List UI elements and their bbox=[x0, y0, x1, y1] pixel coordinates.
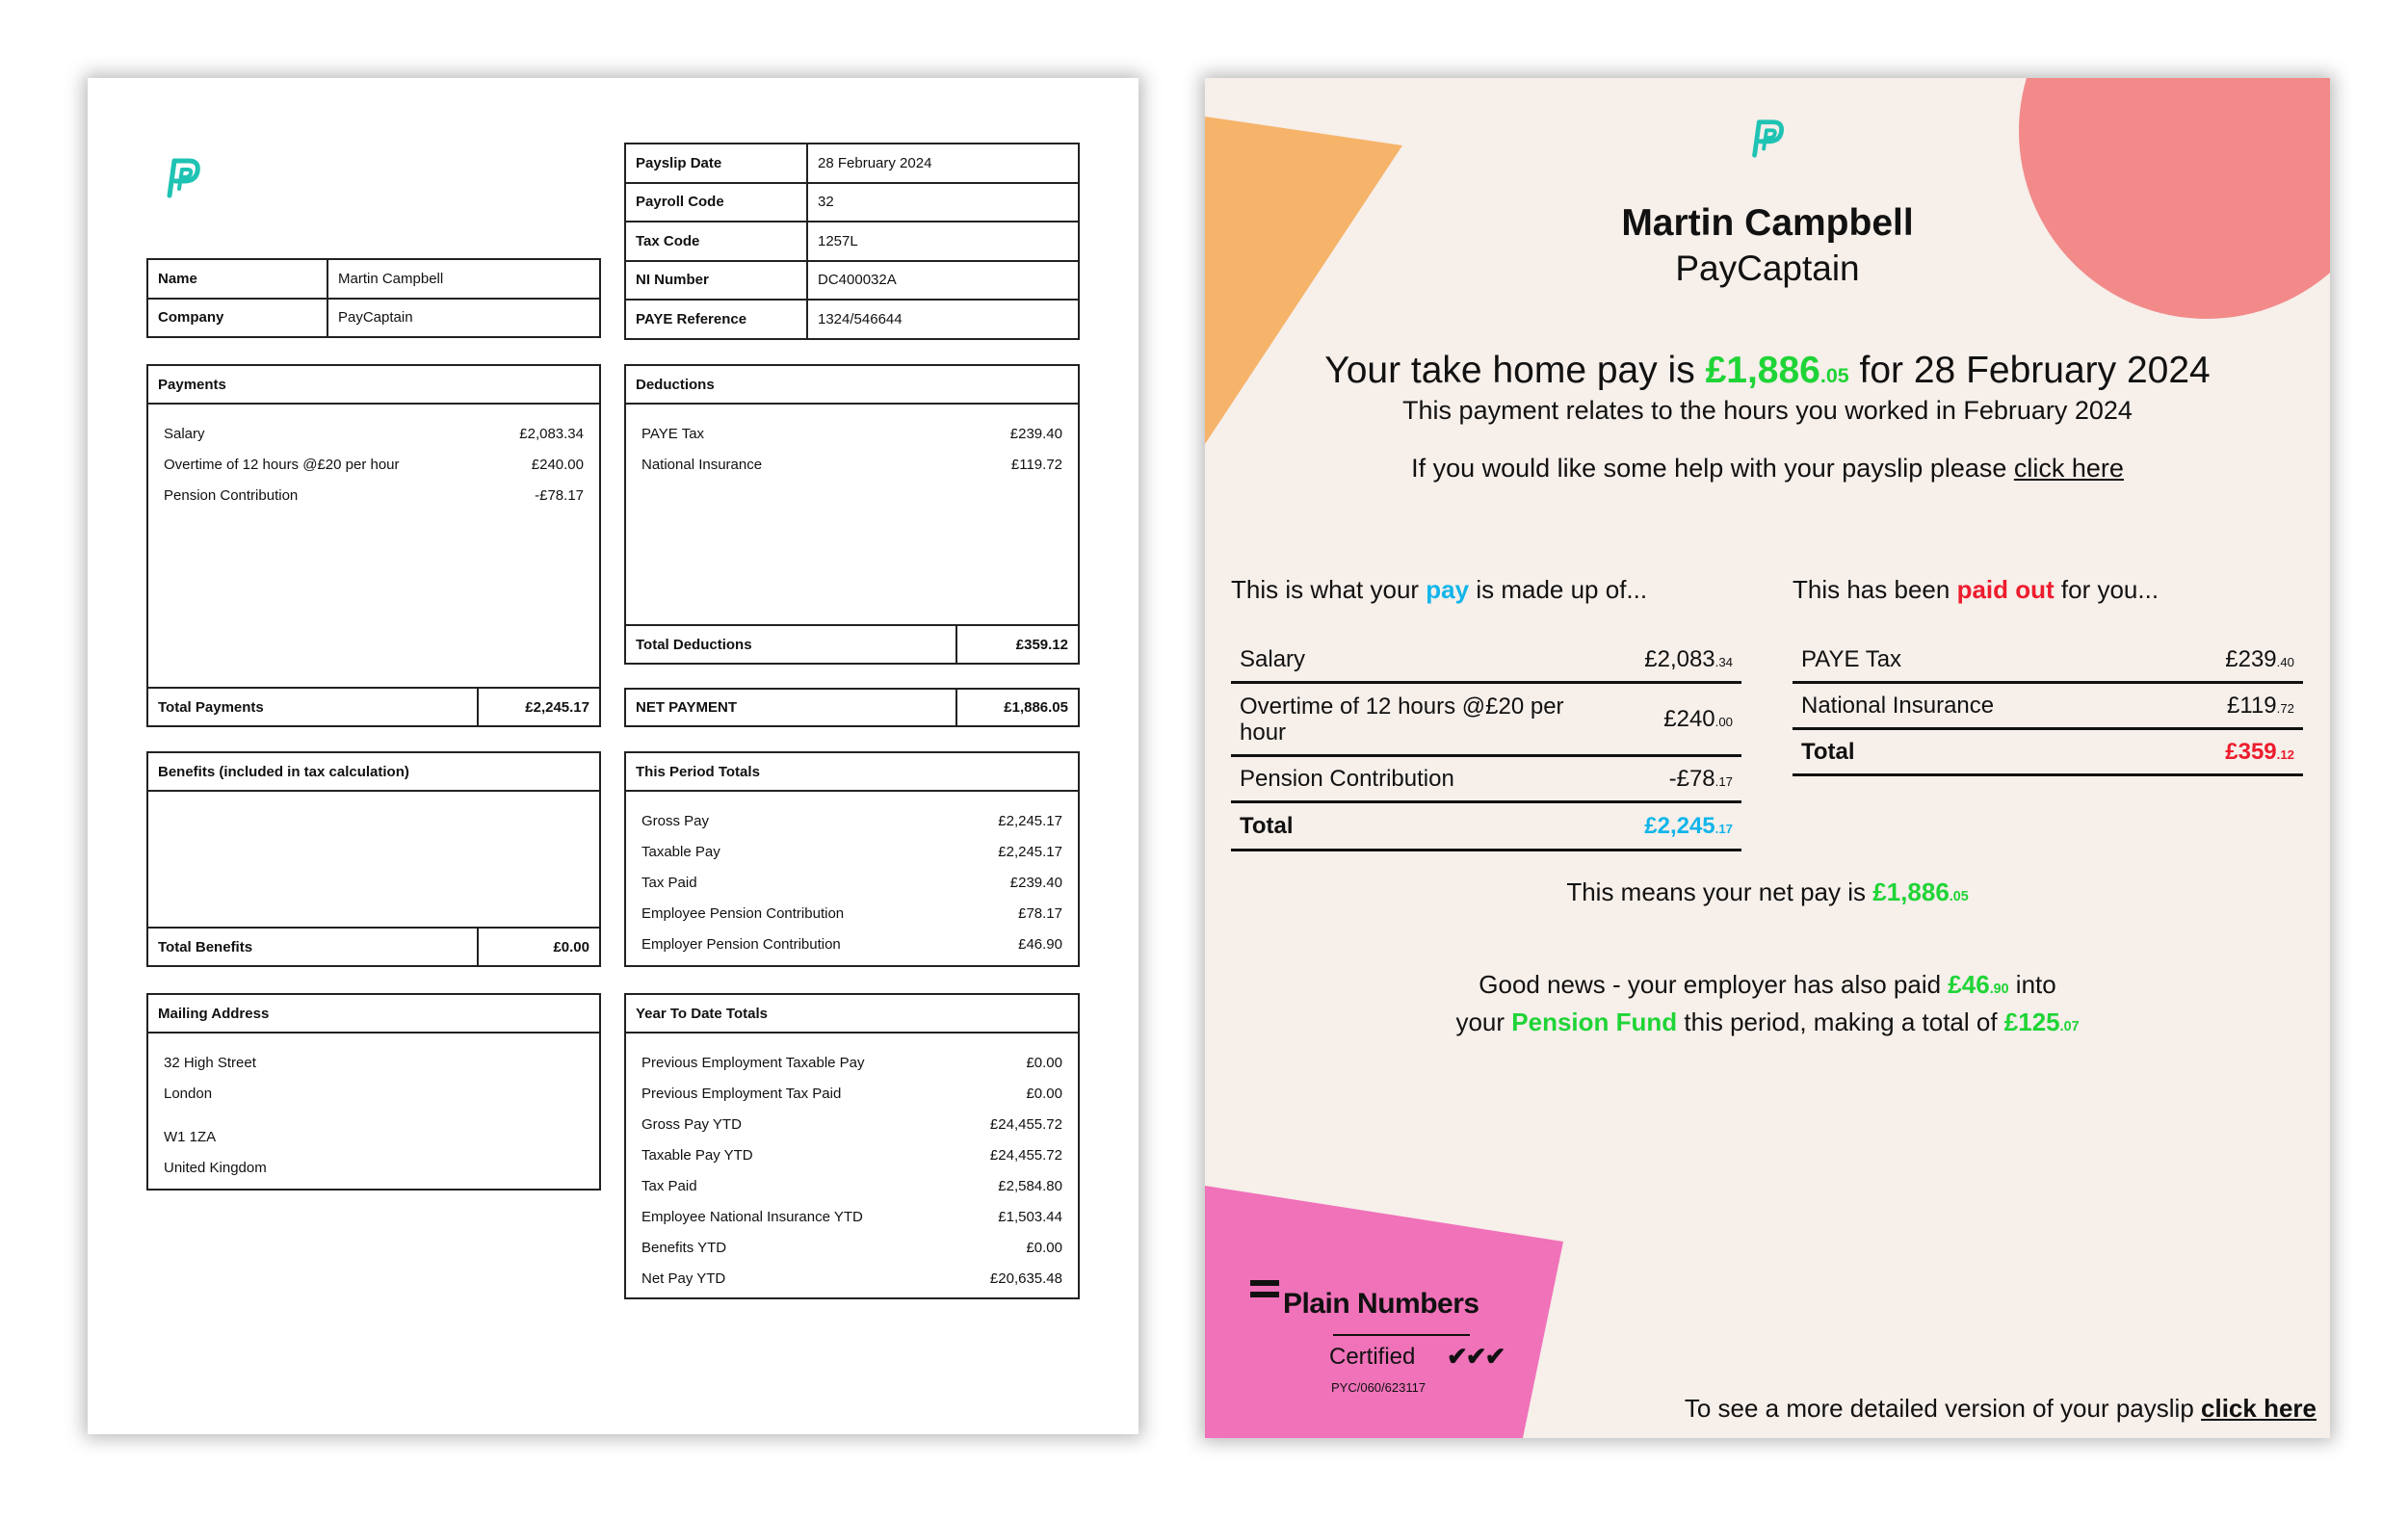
mailing-address-box bbox=[146, 993, 601, 1191]
total-deductions-label: Total Deductions bbox=[636, 636, 752, 653]
badge-code: PYC/060/623117 bbox=[1331, 1380, 1426, 1395]
paycaptain-logo-icon bbox=[160, 153, 204, 201]
payment-line: Overtime of 12 hours @£20 per hour £240.00 bbox=[164, 456, 584, 473]
detail-row bbox=[625, 222, 1079, 261]
detail-label: Tax Code bbox=[625, 222, 807, 261]
pension-good-news: Good news - your employer has also paid £46.90 into your Pension Fund this period, making a total of £125.07 bbox=[1455, 970, 2080, 1036]
net-pay-text: This means your net pay is £1,886.05 bbox=[1566, 877, 1969, 906]
equals-icon bbox=[1250, 1280, 1279, 1299]
ytd-line: Benefits YTD £0.00 bbox=[641, 1239, 1062, 1256]
ytd-line: Previous Employment Taxable Pay £0.00 bbox=[641, 1054, 1062, 1071]
paidout-row: National Insurance £119.72 bbox=[1793, 684, 2303, 730]
take-home-pounds: £1,886 bbox=[1705, 350, 1820, 391]
address-country: United Kingdom bbox=[164, 1159, 267, 1176]
detail-row bbox=[625, 144, 1079, 183]
total-payments-label: Total Payments bbox=[158, 698, 264, 716]
period-line: Tax Paid £239.40 bbox=[641, 874, 1062, 891]
deduction-line: PAYE Tax £239.40 bbox=[641, 425, 1062, 442]
company-name: PayCaptain bbox=[1675, 249, 1860, 288]
take-home-pence: .05 bbox=[1819, 364, 1849, 387]
company-label: Company bbox=[147, 299, 327, 338]
total-benefits-row bbox=[148, 927, 599, 965]
period-line: Employer Pension Contribution £46.90 bbox=[641, 935, 1062, 953]
detail-value: DC400032A bbox=[807, 261, 1079, 301]
ytd-line: Taxable Pay YTD £24,455.72 bbox=[641, 1146, 1062, 1164]
company-value: PayCaptain bbox=[327, 299, 600, 338]
traditional-payslip bbox=[88, 78, 1139, 1434]
pay-total-row: Total £2,245.17 bbox=[1231, 803, 1741, 851]
detail-label: Payslip Date bbox=[625, 144, 807, 183]
payments-box bbox=[146, 364, 601, 727]
name-label: Name bbox=[147, 259, 327, 299]
ytd-line: Gross Pay YTD £24,455.72 bbox=[641, 1115, 1062, 1133]
paidout-table bbox=[1793, 638, 2303, 776]
paidout-row: PAYE Tax £239.40 bbox=[1793, 638, 2303, 684]
badge-title: Plain Numbers bbox=[1283, 1288, 1479, 1320]
total-deductions-row bbox=[626, 624, 1078, 663]
help-link[interactable]: click here bbox=[2013, 454, 2124, 483]
total-benefits-label: Total Benefits bbox=[158, 938, 253, 955]
detail-label: NI Number bbox=[625, 261, 807, 301]
net-payment-label: NET PAYMENT bbox=[636, 699, 738, 716]
detail-label: Payroll Code bbox=[625, 183, 807, 222]
pay-column-title: This is what your pay is made up of... bbox=[1231, 575, 1648, 604]
mailing-address-title: Mailing Address bbox=[148, 995, 599, 1034]
ytd-line: Previous Employment Tax Paid £0.00 bbox=[641, 1085, 1062, 1102]
ytd-line: Employee National Insurance YTD £1,503.44 bbox=[641, 1208, 1062, 1225]
net-payment-value: £1,886.05 bbox=[955, 690, 1078, 725]
detail-value: 1257L bbox=[807, 222, 1079, 261]
payments-title: Payments bbox=[148, 366, 599, 405]
address-line-1: 32 High Street bbox=[164, 1054, 256, 1071]
ytd-totals-box bbox=[624, 993, 1080, 1299]
paycaptain-logo-icon bbox=[1745, 115, 1788, 161]
deductions-box bbox=[624, 364, 1080, 665]
total-benefits-value: £0.00 bbox=[477, 929, 599, 965]
take-home-headline: Your take home pay is £1,886.05 for 28 February 2024 bbox=[1324, 350, 2211, 391]
period-line: Gross Pay £2,245.17 bbox=[641, 812, 1062, 829]
total-deductions-value: £359.12 bbox=[955, 626, 1078, 663]
name-value: Martin Campbell bbox=[327, 259, 600, 299]
employee-details bbox=[146, 258, 601, 338]
detail-row bbox=[625, 261, 1079, 301]
address-line-2: London bbox=[164, 1085, 213, 1102]
detail-value: 1324/546644 bbox=[807, 300, 1079, 339]
paidout-column-title: This has been paid out for you... bbox=[1793, 575, 2159, 604]
help-text: If you would like some help with your payslip please click here bbox=[1411, 454, 2124, 483]
net-payment-row bbox=[624, 688, 1080, 727]
detail-row bbox=[625, 300, 1079, 339]
deductions-title: Deductions bbox=[626, 366, 1078, 405]
period-line: Employee Pension Contribution £78.17 bbox=[641, 904, 1062, 922]
payslip-details bbox=[624, 143, 1080, 340]
detailed-version-link[interactable]: click here bbox=[2201, 1394, 2316, 1423]
detailed-version-text: To see a more detailed version of your payslip click here bbox=[1684, 1394, 2316, 1423]
detail-value: 32 bbox=[807, 183, 1079, 222]
checkmarks-icon: ✔✔✔ bbox=[1447, 1342, 1505, 1371]
detail-label: PAYE Reference bbox=[625, 300, 807, 339]
address-postcode: W1 1ZA bbox=[164, 1128, 217, 1145]
detail-value: 28 February 2024 bbox=[807, 144, 1079, 183]
period-totals-box bbox=[624, 751, 1080, 967]
pay-row: Pension Contribution -£78.17 bbox=[1231, 757, 1741, 803]
total-payments-value: £2,245.17 bbox=[477, 689, 599, 725]
total-payments-row bbox=[148, 687, 599, 725]
deduction-line: National Insurance £119.72 bbox=[641, 456, 1062, 473]
period-line: Taxable Pay £2,245.17 bbox=[641, 843, 1062, 860]
pay-row: Overtime of 12 hours @£20 per hour £240.00 bbox=[1231, 684, 1741, 757]
ytd-line: Tax Paid £2,584.80 bbox=[641, 1177, 1062, 1194]
ytd-line: Net Pay YTD £20,635.48 bbox=[641, 1269, 1062, 1287]
paidout-total-row: Total £359.12 bbox=[1793, 730, 2303, 776]
payment-line: Pension Contribution -£78.17 bbox=[164, 486, 584, 504]
pay-row: Salary £2,083.34 bbox=[1231, 638, 1741, 684]
company-row bbox=[147, 299, 600, 338]
period-totals-title: This Period Totals bbox=[626, 753, 1078, 792]
employee-name-row bbox=[147, 259, 600, 299]
payment-relates-text: This payment relates to the hours you worked in February 2024 bbox=[1402, 396, 2133, 425]
detail-row bbox=[625, 183, 1079, 222]
benefits-title: Benefits (included in tax calculation) bbox=[148, 753, 599, 792]
badge-certified: Certified bbox=[1329, 1344, 1416, 1370]
payment-line: Salary £2,083.34 bbox=[164, 425, 584, 442]
employee-name: Martin Campbell bbox=[1621, 202, 1914, 244]
pay-table bbox=[1231, 638, 1741, 851]
ytd-totals-title: Year To Date Totals bbox=[626, 995, 1078, 1034]
plain-numbers-payslip bbox=[1205, 78, 2330, 1438]
benefits-box bbox=[146, 751, 601, 967]
